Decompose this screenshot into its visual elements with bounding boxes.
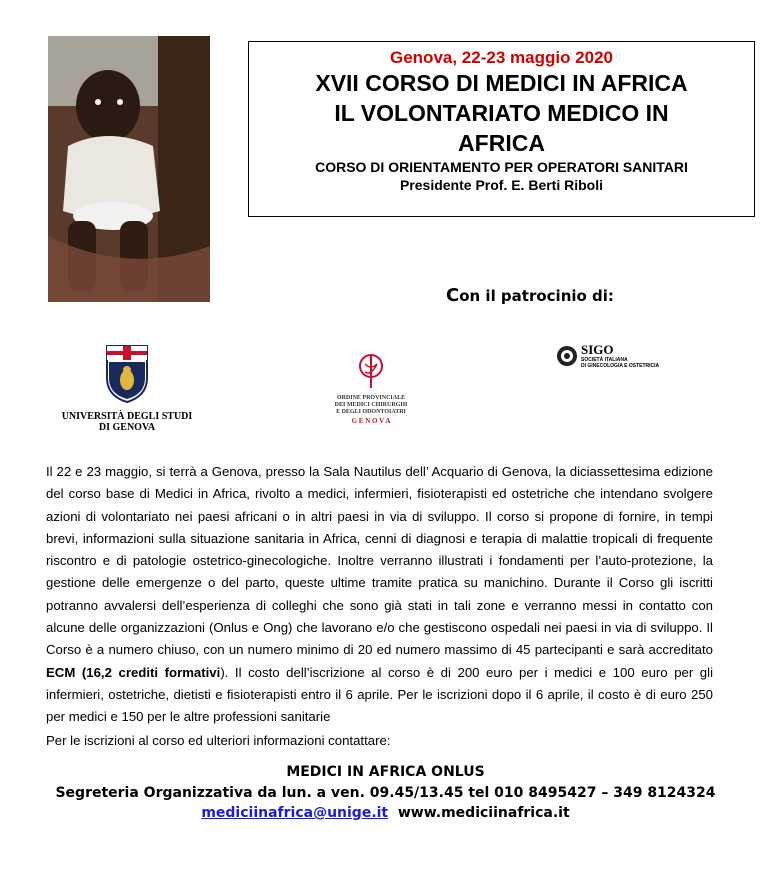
ordine-medici-logo — [330, 352, 412, 434]
sigo-line-2: DI GINECOLOGIA E OSTETRICIA — [581, 363, 660, 369]
subtitle: CORSO DI ORIENTAMENTO PER OPERATORI SANITARI — [315, 159, 688, 175]
website-text: www.mediciinafrica.it — [397, 805, 570, 821]
ordine-line-4: G E N O V A — [351, 417, 391, 425]
patronage-rest: on il patrocinio di: — [459, 287, 614, 305]
unige-line-2: DI GENOVA — [98, 422, 156, 433]
unige-logo — [60, 344, 194, 433]
title-line-3: AFRICA — [458, 130, 545, 156]
email-link[interactable]: mediciinafrica@unige.it — [201, 805, 389, 821]
ordine-line-2: DEI MEDICI CHIRURGHI — [334, 402, 408, 408]
title-line-1: XVII CORSO DI MEDICI IN AFRICA — [315, 70, 688, 96]
president: Presidente Prof. E. Berti Riboli — [399, 177, 604, 193]
child-photo — [48, 36, 210, 302]
title-line-2: IL VOLONTARIATO MEDICO IN — [334, 100, 669, 126]
ordine-line-3: E DEGLI ODONTOIATRI — [336, 409, 406, 415]
patronage-label — [446, 285, 614, 306]
unige-crest-icon — [105, 344, 149, 404]
organization-name: MEDICI IN AFRICA ONLUS — [286, 764, 485, 780]
event-date: Genova, 22-23 maggio 2020 — [390, 48, 613, 67]
ordine-line-1: ORDINE PROVINCIALE — [336, 395, 406, 401]
sigo-emblem-icon — [556, 345, 578, 367]
description-part-2: ). Il costo dell’iscrizione al corso è di 200 euro per i medici e 100 euro per gli infermieri, ostetriche, dietisti e fisioterapisti entro il 6 aprile. Per le iscrizioni dopo il 6 aprile, il costo è di euro 250 per medici e 150 per le altre professioni sanitarie — [46, 664, 714, 725]
ecm-credits: ECM (16,2 crediti formativi — [46, 664, 221, 680]
description-part-1: Il 22 e 23 maggio, si terrà a Genova, presso la Sala Nautilus dell’ Acquario di Genova, la diciassettesima edizione del corso base di Medici in Africa, rivolto a medici, infermieri, fisioterapisti ed ostetriche che intendano svolgere azioni di volontariato nei paesi africani o in altri paesi in via di sviluppo. Il corso si propone di fornire, in tempi brevi, informazioni sulla situazione sanitaria in Africa, cenni di diagnosi e terapia di malattie tropicali di frequente riscontro e di patologie ostetrico-ginecologiche. Inoltre verranno illustrati i fondamenti per l’auto-protezione, la gestione delle emergenze o del parto, queste ultime tramite pratica su manichino. Durante il Corso gli iscritti potranno avvalersi dell’esperienza di colleghi che sono già stati in tali zone e verranno messi in contatto con alcune delle organizzazioni (Onlus e Ong) che lavorano e/o che gestiscono ospedali nei paesi in via di sviluppo. Il Corso è a numero chiuso, con un numero minimo di 20 ed numero massimo di 45 partecipanti e sarà accreditato — [46, 464, 713, 658]
contact-intro: Per le iscrizioni al corso ed ulteriori informazioni contattare: — [46, 733, 391, 748]
secretary-info: Segreteria Organizzativa da lun. a ven. 09.45/13.45 tel 010 8495427 – 349 8124324 — [55, 785, 716, 801]
patronage-first-letter: C — [446, 285, 460, 306]
unige-line-1: UNIVERSITÀ DEGLI STUDI — [61, 411, 193, 422]
course-description — [46, 461, 713, 729]
sigo-line-1: SOCIETÀ ITALIANA — [581, 357, 628, 363]
title-box — [248, 41, 755, 217]
caduceus-icon — [357, 352, 385, 390]
sigo-name: SIGO — [581, 342, 614, 357]
sigo-logo — [556, 343, 666, 371]
contact-links — [0, 805, 771, 821]
